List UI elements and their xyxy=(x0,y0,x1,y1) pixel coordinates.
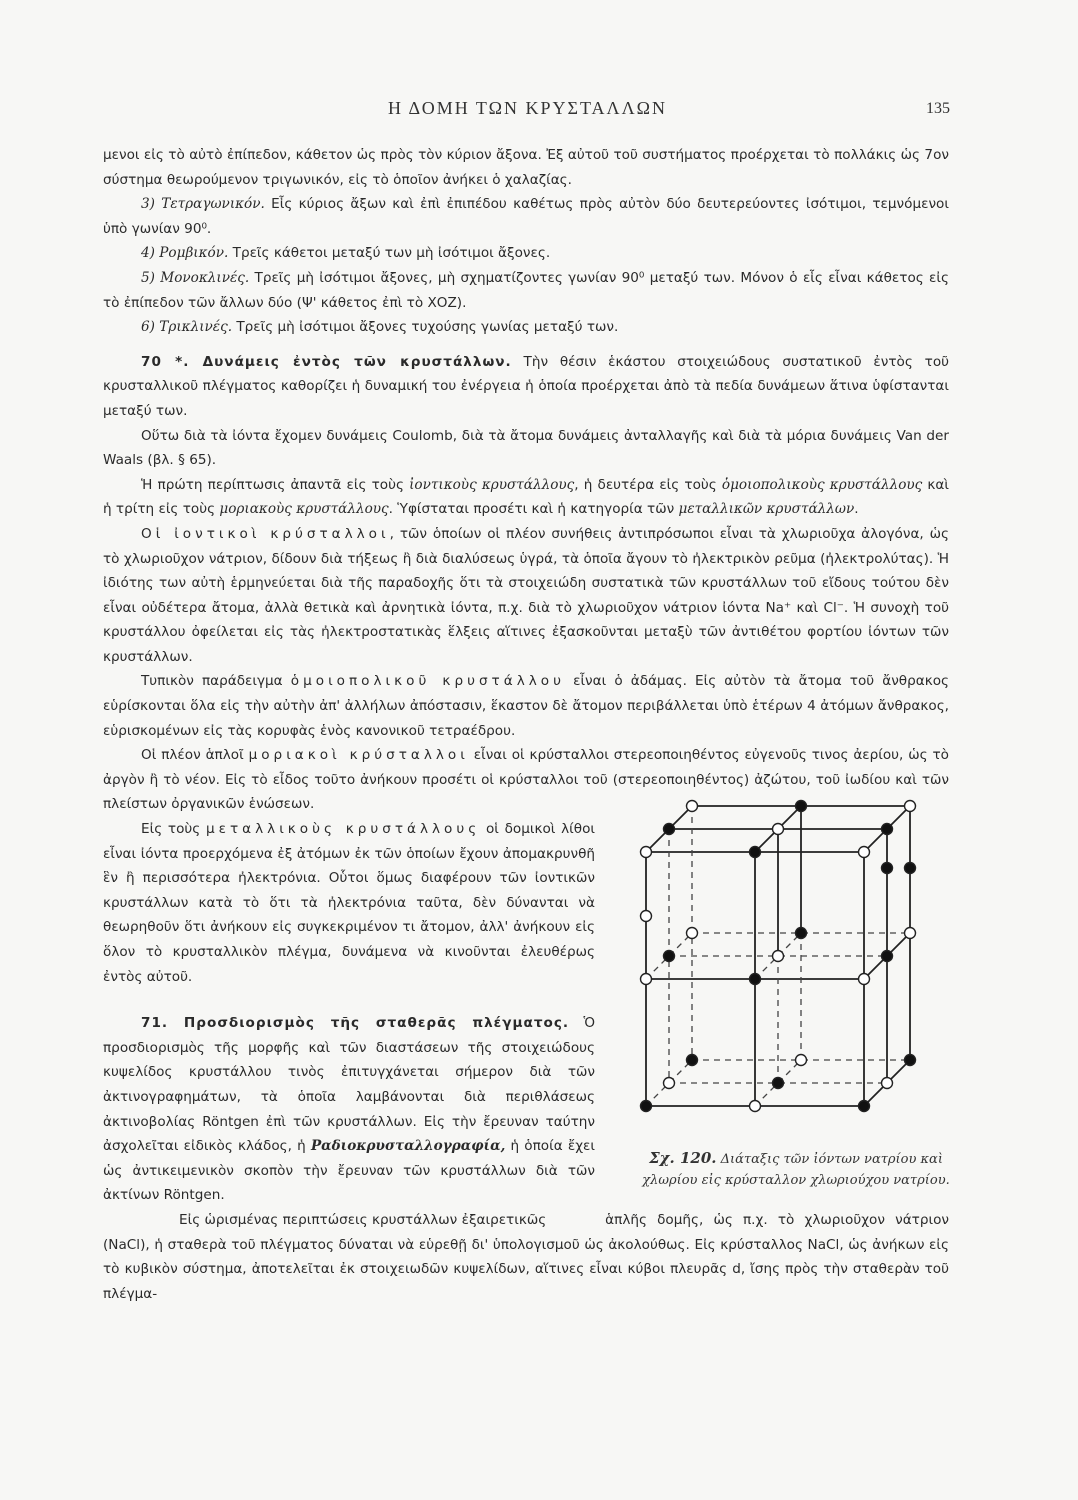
intro-paragraph: μενοι εἰς τὸ αὐτὸ ἐπίπεδον, κάθετον ὡς πρὸς τὸν κύριον ἄξονα. Ἐξ αὐτοῦ τοῦ συστήματος προέρχεται τὸ πολλάκις ὡς 7ον σύστημα θεωρούμενον τριγωνικόν, εἰς τὸ ὁποῖον ἀνήκει ὁ χαλαζίας. xyxy=(103,147,949,188)
chloride-ion xyxy=(750,847,761,858)
sodium-ion xyxy=(664,1078,675,1089)
sodium-ion xyxy=(859,847,870,858)
system-text: Τρεῖς μὴ ἰσότιμοι ἄξονες τυχούσης γωνίας μεταξύ των. xyxy=(236,319,619,336)
term-covalent: ὁμοιοπολικοῦ κρυστάλλου xyxy=(290,673,565,690)
chloride-ion xyxy=(882,863,893,874)
sodium-ion xyxy=(687,801,698,812)
system-label: 6) Τρικλινές. xyxy=(141,319,233,336)
sodium-ion xyxy=(882,1078,893,1089)
running-title: Η ΔΟΜΗ ΤΩΝ ΚΡΥΣΤΑΛΛΩΝ xyxy=(388,98,667,118)
sodium-ion xyxy=(905,928,916,939)
system-text: Τρεῖς κάθετοι μεταξύ των μὴ ἰσότιμοι ἄξονες. xyxy=(232,245,551,262)
chloride-ion xyxy=(641,1101,652,1112)
section-70-para-1: 70 *. Δυνάμεις ἐντὸς τῶν κρυστάλλων. Τὴν θέσιν ἑκάστου στοιχειώδους συστατικοῦ ἐντὸς τοῦ κρυσταλλικοῦ πλέγματος καθορίζει ἡ δυναμική του ἐνέργεια ἡ ὁποία προέρχεται ἀπὸ τὰ πεδία δυνάμεων ἅτινα ὑφίστανται μεταξύ των. xyxy=(103,353,950,419)
section-71-para-2: Εἰς ὡρισμένας περιπτώσεις κρυστάλλων ἐξαιρετικῶς ἁπλῆς δομῆς, ὡς π.χ. τὸ χλωριοῦχον νάτριον (NaCl), ἡ σταθερὰ τοῦ πλέγματος δύναται νὰ εὑρεθῇ δι' ὑπολογισμοῦ ὡς ἀκολούθως. Εἰς κρύσταλλος NaCl, ὡς ἀνήκων εἰς τὸ κυβικὸν σύστημα, ἀποτελεῖται ἐκ στοιχειωδῶν κυψελίδων, αἵτινες εἶναι κύβοι πλευρᾶς d, ἴσης πρὸς τὴν σταθερὰν τοῦ πλέγμα- xyxy=(103,1211,950,1302)
chloride-ion xyxy=(641,911,652,922)
section-71-heading: 71. Προσδιορισμὸς τῆς σταθερᾶς πλέγματος. xyxy=(141,1015,570,1032)
system-label: 5) Μονοκλινές. xyxy=(141,269,250,286)
chloride-ion xyxy=(750,974,761,985)
sodium-ion xyxy=(687,928,698,939)
chloride-ion xyxy=(796,928,807,939)
sodium-ion xyxy=(750,1101,761,1112)
section-70-para-4: Οἱ ἰοντικοὶ κρύσταλλοι, τῶν ὁποίων οἱ πλέον συνήθεις ἀντιπρόσωποι εἶναι τὰ χλωριοῦχα ἀλογόνα, ὡς τὸ χλωριοῦχον νάτριον, δίδουν διὰ τήξεως ἢ διὰ διαλύσεως ὑγρά, τὰ ὁποῖα ἄγουν τὸ ἠλεκτρικὸν ρεῦμα (ἠλεκτρολύτας). Ἡ ἰδιότης των αὐτὴ ἑρμηνεύεται διὰ τῆς παραδοχῆς ὅτι τὰ στοιχειώδη συστατικὰ τῶν κρυστάλλων τοῦ εἴδους τούτου δὲν εἶναι οὐδέτερα ἄτομα, ἀλλὰ θετικὰ καὶ ἀρνητικὰ ἰόντα, π.χ. διὰ τὸ χλωριοῦχον νάτριον ἰόντα Na⁺ καὶ Cl⁻. Ἡ συνοχὴ τοῦ κρυστάλλου ὀφείλεται εἰς τὰς ἠλεκτροστατικὰς ἕλξεις αἵτινες ἐξασκοῦνται μεταξὺ τῶν ἀντιθέτου φορτίου ἰόντων τῶν κρυστάλλων. xyxy=(103,525,950,665)
section-70-para-5: Τυπικὸν παράδειγμα ὁμοιοπολικοῦ κρυστάλλου εἶναι ὁ ἀδάμας. Εἰς αὐτὸν τὰ ἄτομα τοῦ ἄνθρακος εὑρίσκονται ὅλα εἰς τὴν αὐτὴν ἀπ' ἀλλήλων ἀπόστασιν, ἕκαστον δὲ ἄτομον περιβάλλεται ὑπὸ ἑτέρων 4 ἀτόμων ἄνθρακος, εὑρισκομένων εἰς τὰς κορυφὰς ἑνὸς κανονικοῦ τετραέδρου. xyxy=(103,673,950,739)
chloride-ion xyxy=(859,1101,870,1112)
figure-label: Σχ. 120. xyxy=(649,1149,717,1167)
section-70-para-7: Εἰς τοὺς μεταλλικοὺς κρυστάλλους οἱ δομικοὶ λίθοι εἶναι ἰόντα προερχόμενα ἐξ ἀτόμων ἐκ τῶν ὁποίων ἔχουν ἀπομακρυνθῆ ἓν ἢ περισσότερα ἠλεκτρόνια. Οὗτοι ὅμως διαφέρουν τῶν ἰοντικῶν κρυστάλλων κατὰ τὸ ὅτι τὰ ἠλεκτρόνια ταῦτα, δὲν δύνανται νὰ θεωρηθοῦν ὅτι ἀνήκουν εἰς συγκεκριμένον τι ἄτομον, ἀλλ' ἀνήκουν εἰς ὅλον τὸ κρυσταλλικὸν πλέγμα, δυνάμενα νὰ κινοῦνται ἐλευθέρως ἐντὸς αὐτοῦ. xyxy=(103,821,596,985)
term-molecular: μοριακοὶ κρύσταλλοι xyxy=(248,747,469,764)
sodium-ion xyxy=(641,847,652,858)
section-70-para-3: Ἡ πρώτη περίπτωσις ἀπαντᾶ εἰς τοὺς ἰοντικοὺς κρυστάλλους, ἡ δευτέρα εἰς τοὺς ὁμοιοπολικοὺς κρυστάλλους καὶ ἡ τρίτη εἰς τοὺς μοριακοὺς κρυστάλλους. Ὑφίσταται προσέτι καὶ ἡ κατηγορία τῶν μεταλλικῶν κρυστάλλων. xyxy=(103,476,949,518)
chloride-ion xyxy=(664,951,675,962)
system-item xyxy=(103,315,949,340)
chloride-ion xyxy=(905,863,916,874)
system-item xyxy=(103,241,949,266)
chloride-ion xyxy=(905,1055,916,1066)
sodium-ion xyxy=(859,974,870,985)
nacl-lattice-figure xyxy=(628,788,958,1128)
term-radiocrystallography: Ραδιοκρυσταλλογραφία, xyxy=(310,1138,506,1155)
chloride-ion xyxy=(687,1055,698,1066)
system-label: 3) Τετραγωνικόν. xyxy=(141,196,265,213)
sodium-ion xyxy=(773,824,784,835)
figure-caption-text: Διάταξις τῶν ἰόντων νατρίου καὶ χλωρίου εἰς κρύσταλλον χλωριούχου νατρίου. xyxy=(642,1152,950,1188)
system-text: Εἷς κύριος ἄξων καὶ ἐπὶ ἐπιπέδου καθέτως πρὸς αὐτὸν δύο δευτερεύοντες ἰσότιμοι, τεμνόμενοι ὑπὸ γωνίαν 90⁰. xyxy=(103,196,949,237)
sodium-ion xyxy=(796,1055,807,1066)
figure-caption xyxy=(636,1148,956,1191)
running-header xyxy=(0,98,1078,126)
sodium-ion xyxy=(773,951,784,962)
system-item xyxy=(103,266,949,315)
system-label: 4) Ρομβικόν. xyxy=(141,245,229,262)
chloride-ion xyxy=(882,824,893,835)
body-text xyxy=(103,143,949,1306)
term-metallic: μεταλλικοὺς κρυστάλλους xyxy=(205,821,481,838)
chloride-ion xyxy=(664,824,675,835)
chloride-ion xyxy=(773,1078,784,1089)
chloride-ion xyxy=(882,951,893,962)
section-70-heading: 70 *. Δυνάμεις ἐντὸς τῶν κρυστάλλων. xyxy=(141,353,512,370)
section-70-para-6: Οἱ πλέον ἁπλοῖ μοριακοὶ κρύσταλλοι εἶναι οἱ κρύσταλλοι στερεοποιηθέντος εὐγενοῦς τινος ἀερίου, ὡς τὸ ἀργὸν ἢ τὸ νέον. Εἰς τὸ εἶδος τοῦτο ἀνήκουν προσέτι οἱ κρύσταλλοι τοῦ (στερεοποιηθέντος) ἀζώτου, τοῦ ἰωδίου καὶ τῶν πλείστων ὀργανικῶν ἑνώσεων. xyxy=(103,747,949,813)
section-70-para-2: Οὕτω διὰ τὰ ἰόντα ἔχομεν δυνάμεις Coulomb, διὰ τὰ ἄτομα δυνάμεις ἀνταλλαγῆς καὶ διὰ τὰ μόρια δυνάμεις Van der Waals (βλ. § 65). xyxy=(103,427,949,469)
sodium-ion xyxy=(905,801,916,812)
term-ionic: Οἱ ἰοντικοὶ κρύσταλλοι xyxy=(141,525,390,542)
sodium-ion xyxy=(641,974,652,985)
section-71-para-1: 71. Προσδιορισμὸς τῆς σταθερᾶς πλέγματος. Ὁ προσδιορισμὸς τῆς μορφῆς καὶ τῶν διαστάσεων τῆς στοιχειώδους κυψελίδος κρυστάλλου τινὸς ἐπιτυγχάνεται σήμερον διὰ τῶν ἀκτινογραφημάτων, τὰ ὁποῖα λαμβάνονται διὰ περιθλάσεως ἀκτινοβολίας Röntgen ἐπὶ τῶν κρυστάλλων. Εἰς τὴν ἔρευναν ταύτην ἀσχολεῖται εἰδικὸς κλάδος, ἡ Ραδιοκρυσταλλογραφία, ἡ ὁποία ἔχει ὡς ἀντικειμενικὸν σκοπὸν τὴν ἔρευναν τῶν κρυστάλλων διὰ τῶν ἀκτίνων Röntgen. xyxy=(103,1015,595,1204)
system-item xyxy=(103,192,949,241)
page-number: 135 xyxy=(926,100,950,117)
system-text: Τρεῖς μὴ ἰσότιμοι ἄξονες, μὴ σχηματίζοντες γωνίαν 90⁰ μεταξύ των. Μόνον ὁ εἷς εἶναι κάθετος εἰς τὸ ἐπίπεδον τῶν ἄλλων δύο (Ψ' κάθετος ἐπὶ τὸ ΧΟΖ). xyxy=(103,269,949,311)
chloride-ion xyxy=(796,801,807,812)
